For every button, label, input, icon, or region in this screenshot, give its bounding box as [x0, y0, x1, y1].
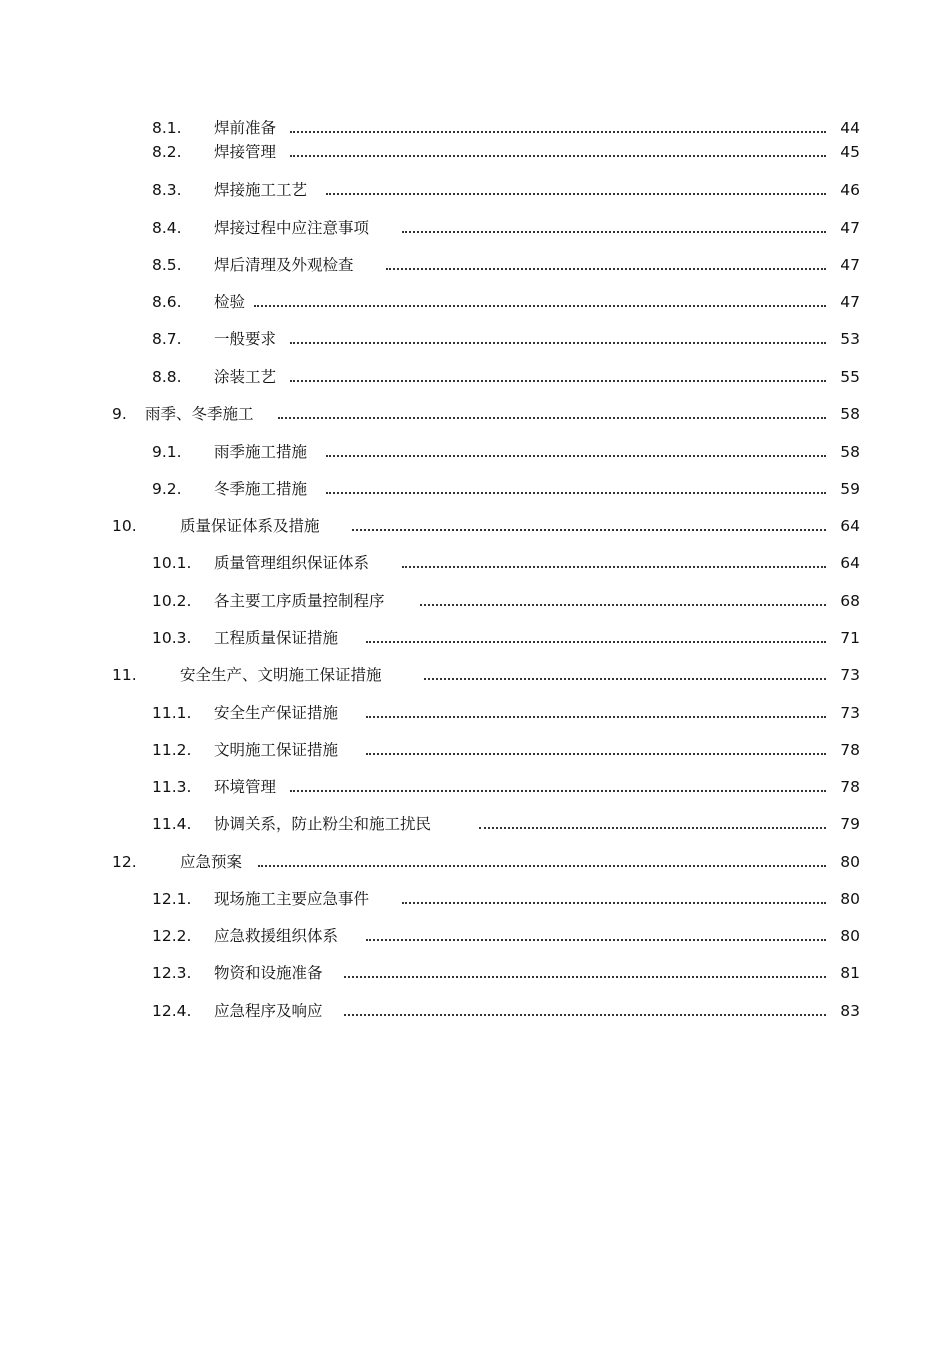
toc-dot-leader — [366, 753, 826, 755]
toc-entry-title: 焊接管理 — [214, 143, 277, 161]
toc-entry-number: 8.1. — [152, 119, 182, 137]
toc-entry-title: 应急程序及响应 — [214, 1002, 323, 1020]
toc-entry-number: 11.2. — [152, 741, 192, 759]
toc-section-entry[interactable] — [152, 626, 860, 650]
toc-page-number: 78 — [840, 741, 860, 759]
toc-entry-title: 物资和设施准备 — [214, 964, 323, 982]
toc-entry-number: 12.4. — [152, 1002, 192, 1020]
toc-entry-title: 工程质量保证措施 — [214, 629, 339, 647]
toc-entry-number: 11. — [112, 666, 137, 684]
toc-dot-leader — [290, 155, 826, 157]
toc-page-number: 68 — [840, 592, 860, 610]
toc-section-entry[interactable] — [152, 140, 860, 164]
toc-entry-number: 11.4. — [152, 815, 192, 833]
toc-dot-leader — [278, 417, 826, 419]
toc-chapter-entry[interactable] — [112, 850, 860, 874]
toc-section-entry[interactable] — [152, 887, 860, 911]
toc-section-entry[interactable] — [152, 812, 860, 836]
toc-entry-number: 9.1. — [152, 443, 182, 461]
toc-section-entry[interactable] — [152, 290, 860, 314]
toc-entry-title: 质量保证体系及措施 — [180, 517, 320, 535]
toc-dot-leader — [254, 305, 826, 307]
toc-entry-number: 10.3. — [152, 629, 192, 647]
toc-page-number: 47 — [840, 256, 860, 274]
toc-chapter-entry[interactable] — [112, 402, 860, 426]
toc-entry-title: 安全生产保证措施 — [214, 704, 339, 722]
toc-dot-leader — [386, 268, 826, 270]
toc-section-entry[interactable] — [152, 999, 860, 1023]
toc-chapter-entry[interactable] — [112, 663, 860, 687]
toc-entry-number: 10.2. — [152, 592, 192, 610]
toc-section-entry[interactable] — [152, 365, 860, 389]
toc-dot-leader — [290, 790, 826, 792]
toc-entry-title: 检验 — [214, 293, 246, 311]
toc-dot-leader — [290, 131, 826, 133]
toc-section-entry[interactable] — [152, 961, 860, 985]
toc-page-number: 58 — [840, 443, 860, 461]
toc-page-number: 73 — [840, 666, 860, 684]
toc-page-number: 45 — [840, 143, 860, 161]
toc-page-number: 64 — [840, 554, 860, 572]
toc-page-number: 47 — [840, 293, 860, 311]
toc-dot-leader — [290, 342, 826, 344]
toc-page-number: 46 — [840, 181, 860, 199]
toc-entry-title: 安全生产、文明施工保证措施 — [180, 666, 382, 684]
toc-dot-leader — [326, 193, 826, 195]
toc-page-number: 64 — [840, 517, 860, 535]
toc-page-number: 80 — [840, 853, 860, 871]
toc-section-entry[interactable] — [152, 738, 860, 762]
toc-section-entry[interactable] — [152, 116, 860, 140]
toc-entry-number: 9. — [112, 405, 127, 423]
toc-entry-title: 焊接过程中应注意事项 — [214, 219, 370, 237]
toc-entry-number: 12.2. — [152, 927, 192, 945]
toc-entry-number: 8.3. — [152, 181, 182, 199]
toc-section-entry[interactable] — [152, 775, 860, 799]
toc-entry-number: 10.1. — [152, 554, 192, 572]
toc-entry-number: 8.5. — [152, 256, 182, 274]
toc-dot-leader — [479, 827, 826, 829]
toc-entry-title: 质量管理组织保证体系 — [214, 554, 370, 572]
toc-page-number: 81 — [840, 964, 860, 982]
toc-dot-leader — [258, 865, 826, 867]
toc-entry-title: 各主要工序质量控制程序 — [214, 592, 385, 610]
toc-dot-leader — [366, 641, 826, 643]
toc-section-entry[interactable] — [152, 327, 860, 351]
toc-page-number: 47 — [840, 219, 860, 237]
toc-entry-title: 协调关系，防止粉尘和施工扰民 — [214, 815, 432, 833]
toc-chapter-entry[interactable] — [112, 514, 860, 538]
toc-entry-title: 雨季施工措施 — [214, 443, 308, 461]
toc-entry-title: 应急救援组织体系 — [214, 927, 339, 945]
toc-section-entry[interactable] — [152, 178, 860, 202]
toc-dot-leader — [366, 716, 826, 718]
toc-page-number: 78 — [840, 778, 860, 796]
toc-section-entry[interactable] — [152, 253, 860, 277]
toc-section-entry[interactable] — [152, 701, 860, 725]
toc-entry-title: 一般要求 — [214, 330, 277, 348]
toc-page-number: 80 — [840, 890, 860, 908]
toc-dot-leader — [326, 455, 826, 457]
toc-page-number: 53 — [840, 330, 860, 348]
toc-entry-number: 8.4. — [152, 219, 182, 237]
toc-entry-number: 12.1. — [152, 890, 192, 908]
toc-dot-leader — [366, 939, 826, 941]
toc-page-number: 44 — [840, 119, 860, 137]
toc-section-entry[interactable] — [152, 551, 860, 575]
toc-section-entry[interactable] — [152, 216, 860, 240]
toc-page-number: 80 — [840, 927, 860, 945]
toc-entry-title: 焊接施工工艺 — [214, 181, 308, 199]
toc-page-number: 79 — [840, 815, 860, 833]
toc-page-number: 83 — [840, 1002, 860, 1020]
toc-page-number: 58 — [840, 405, 860, 423]
toc-page-number: 55 — [840, 368, 860, 386]
toc-page-number: 59 — [840, 480, 860, 498]
toc-entry-title: 雨季、冬季施工 — [145, 405, 254, 423]
toc-entry-title: 现场施工主要应急事件 — [214, 890, 370, 908]
toc-entry-title: 环境管理 — [214, 778, 277, 796]
toc-section-entry[interactable] — [152, 440, 860, 464]
toc-dot-leader — [402, 231, 826, 233]
toc-entry-title: 冬季施工措施 — [214, 480, 308, 498]
toc-dot-leader — [344, 1014, 826, 1016]
toc-dot-leader — [344, 976, 826, 978]
toc-section-entry[interactable] — [152, 589, 860, 613]
toc-section-entry[interactable] — [152, 924, 860, 948]
toc-section-entry[interactable] — [152, 477, 860, 501]
toc-entry-number: 12.3. — [152, 964, 192, 982]
toc-entry-number: 8.2. — [152, 143, 182, 161]
toc-entry-title: 应急预案 — [180, 853, 243, 871]
toc-entry-number: 12. — [112, 853, 137, 871]
toc-entry-number: 11.3. — [152, 778, 192, 796]
toc-dot-leader — [420, 604, 826, 606]
toc-entry-title: 文明施工保证措施 — [214, 741, 339, 759]
toc-dot-leader — [290, 380, 826, 382]
toc-dot-leader — [326, 492, 826, 494]
toc-dot-leader — [424, 678, 826, 680]
toc-entry-title: 涂装工艺 — [214, 368, 277, 386]
toc-dot-leader — [402, 566, 826, 568]
toc-entry-number: 10. — [112, 517, 137, 535]
toc-entry-number: 8.8. — [152, 368, 182, 386]
toc-entry-number: 11.1. — [152, 704, 192, 722]
toc-page-number: 73 — [840, 704, 860, 722]
toc-entry-number: 9.2. — [152, 480, 182, 498]
toc-entry-number: 8.7. — [152, 330, 182, 348]
toc-entry-title: 焊前准备 — [214, 119, 277, 137]
toc-entry-title: 焊后清理及外观检查 — [214, 256, 354, 274]
toc-page-number: 71 — [840, 629, 860, 647]
toc-dot-leader — [402, 902, 826, 904]
toc-dot-leader — [352, 529, 826, 531]
toc-entry-number: 8.6. — [152, 293, 182, 311]
